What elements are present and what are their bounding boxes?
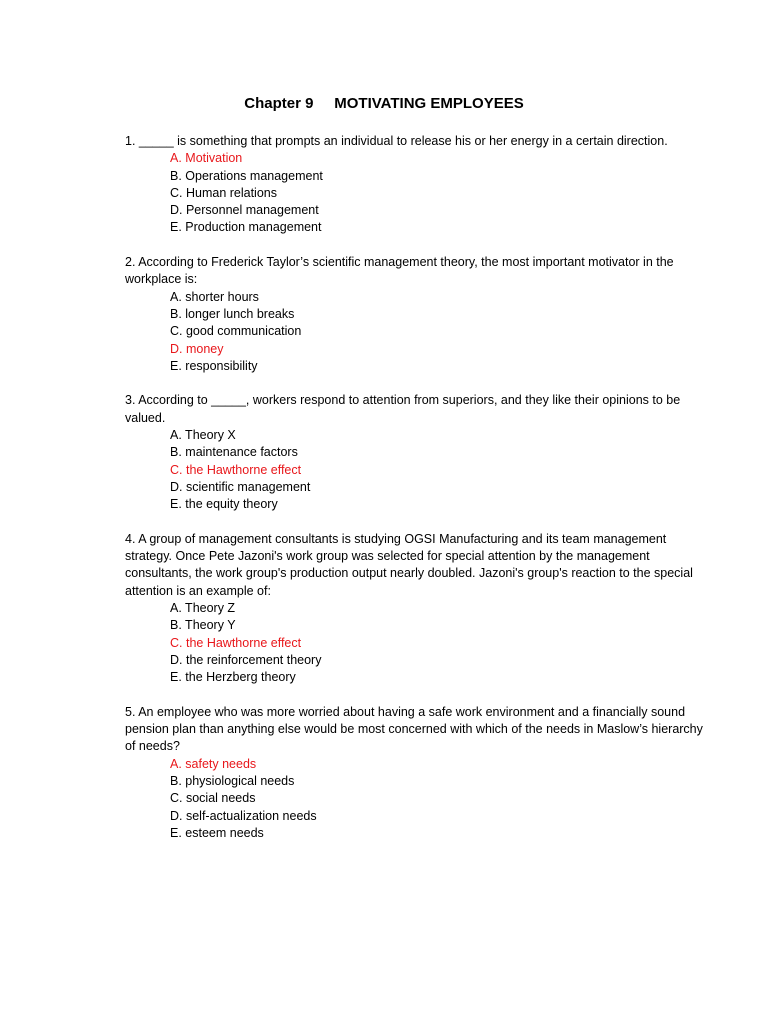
answer-options <box>125 150 705 236</box>
answer-option: E. responsibility <box>170 358 258 373</box>
answer-option: A. Theory Z <box>170 601 236 616</box>
question-text: 5. An employee who was more worried about having a safe work environment and a financially sound pension plan than anything else would be most concerned with which of the needs in Maslow’s hierarchy of needs? <box>125 704 703 754</box>
answer-option: D. the reinforcement theory <box>170 652 322 667</box>
question-5 <box>125 704 705 842</box>
answer-option: C. good communication <box>170 324 302 339</box>
answer-option: B. physiological needs <box>170 773 295 788</box>
question-text: 3. According to _____, workers respond to attention from superiors, and they like their opinions to be valued. <box>125 393 681 425</box>
question-4 <box>125 531 705 687</box>
answer-option: D. Personnel management <box>170 203 319 218</box>
answer-option: C. Human relations <box>170 185 277 200</box>
answer-option: B. Theory Y <box>170 618 236 633</box>
answer-options <box>125 756 705 842</box>
question-text: 2. According to Frederick Taylor’s scientific management theory, the most important motivator in the workplace is: <box>125 255 674 287</box>
answer-option: A. Theory X <box>170 428 236 443</box>
answer-option: B. Operations management <box>170 168 323 183</box>
question-text: 4. A group of management consultants is studying OGSI Manufacturing and its team management strategy. Once Pete Jazoni's work group was selected for special attention by the management consultants, the work group's production output nearly doubled. Jazoni's group's reaction to the special attention is an example of: <box>125 531 693 598</box>
answer-option: E. esteem needs <box>170 825 264 840</box>
answer-options <box>125 289 705 375</box>
answer-options <box>125 600 705 686</box>
answer-option: B. longer lunch breaks <box>170 306 295 321</box>
page-title: Chapter 9 MOTIVATING EMPLOYEES <box>244 95 524 112</box>
answer-option: D. money <box>170 341 224 356</box>
question-2 <box>125 254 705 375</box>
answer-option: A. shorter hours <box>170 289 259 304</box>
answer-option: A. safety needs <box>170 756 257 771</box>
answer-option: D. scientific management <box>170 479 311 494</box>
answer-option: C. the Hawthorne effect <box>170 635 302 650</box>
question-1 <box>125 133 705 237</box>
answer-option: B. maintenance factors <box>170 445 298 460</box>
answer-option: C. the Hawthorne effect <box>170 462 302 477</box>
question-3 <box>125 392 705 513</box>
question-text: 1. _____ is something that prompts an individual to release his or her energy in a certain direction. <box>125 134 668 148</box>
answer-option: C. social needs <box>170 791 256 806</box>
answer-option: D. self-actualization needs <box>170 808 317 823</box>
answer-option: E. Production management <box>170 220 322 235</box>
answer-option: A. Motivation <box>170 151 243 166</box>
question-list <box>125 133 705 859</box>
answer-options <box>125 427 705 513</box>
answer-option: E. the Herzberg theory <box>170 670 296 685</box>
answer-option: E. the equity theory <box>170 497 278 512</box>
